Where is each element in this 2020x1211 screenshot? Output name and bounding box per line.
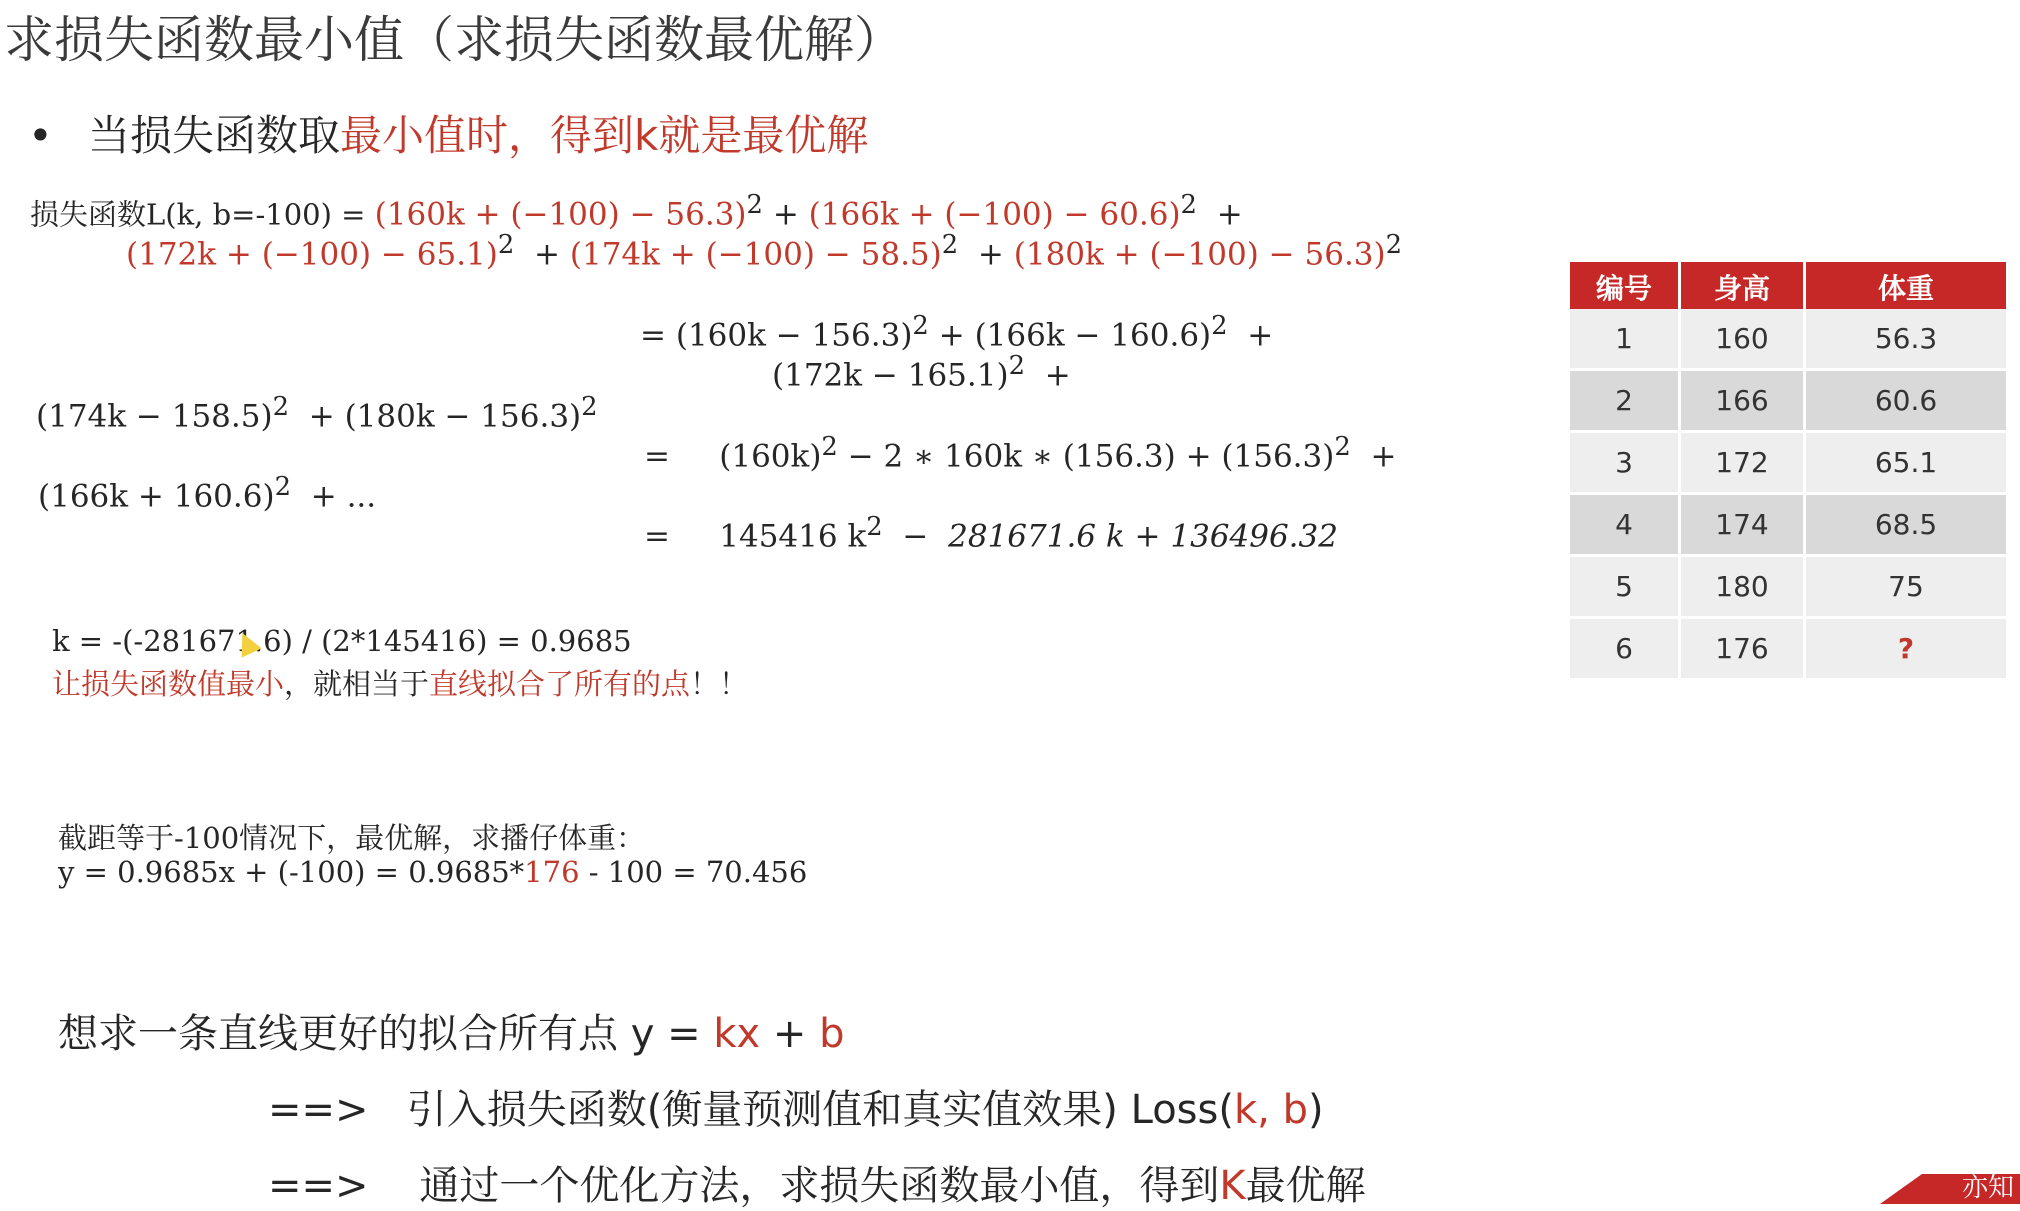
prediction-part-a: y = 0.9685x + (-100) = 0.9685* [58, 855, 525, 889]
cell-id: 4 [1570, 494, 1680, 556]
data-table [1570, 262, 2006, 681]
plus: + [1247, 317, 1274, 354]
step2-term-b: (166k − 160.6) [974, 317, 1212, 354]
cell-height: 172 [1680, 432, 1805, 494]
prediction-part-b: - 100 = 70.456 [579, 855, 808, 889]
cell-weight: 65.1 [1805, 432, 2007, 494]
sup: 2 [746, 190, 763, 220]
cell-weight-unknown: ? [1805, 618, 2007, 680]
summary-1-text: 想求一条直线更好的拟合所有点 y = [58, 1011, 714, 1057]
note-end: ！！ [690, 667, 749, 701]
header-id: 编号 [1570, 264, 1680, 310]
step2-line-1 [640, 311, 1273, 353]
equals: = [644, 518, 670, 555]
summary-2-text: 引入损失函数(衡量预测值和真实值效果) Loss( [406, 1087, 1234, 1133]
sup: 2 [1008, 351, 1026, 381]
step2-term-c: (172k − 165.1) [772, 357, 1009, 394]
bullet-dot: • [28, 111, 53, 160]
table-row [1570, 432, 2006, 494]
arrow-icon: ==> [268, 1163, 369, 1209]
summary-3-end: 最优解 [1245, 1163, 1366, 1209]
ellipsis: + ... [310, 478, 377, 515]
cell-height: 180 [1680, 556, 1805, 618]
summary-b: b [819, 1011, 845, 1057]
cell-id: 5 [1570, 556, 1680, 618]
note-red-2: 直线拟合了所有的点 [429, 667, 691, 701]
cell-weight: 60.6 [1805, 370, 2007, 432]
cell-height: 160 [1680, 309, 1805, 370]
summary-k: K [1219, 1163, 1246, 1209]
k-solution: k = -(-281671.6) / (2*145416) = 0.9685 [52, 624, 632, 658]
step2-term-e: (180k − 156.3) [344, 398, 582, 435]
cell-weight: 68.5 [1805, 494, 2007, 556]
sup: 2 [866, 512, 883, 542]
plus: + [534, 236, 561, 273]
bullet-text: 当损失函数取 [88, 111, 341, 160]
cell-id: 2 [1570, 370, 1680, 432]
loss-label: 损失函数L(k, b=-100) = [30, 197, 375, 232]
cell-height: 176 [1680, 618, 1805, 680]
prediction-heading: 截距等于-100情况下，最优解，求播仔体重： [58, 821, 646, 855]
cell-id: 6 [1570, 618, 1680, 680]
step4-minus: − [902, 518, 929, 555]
cell-id: 3 [1570, 432, 1680, 494]
summary-plus: + [760, 1011, 820, 1057]
step2-term-d: (174k − 158.5) [36, 398, 273, 435]
loss-term-1: (160k + (−100) − 56.3) [374, 196, 747, 233]
sup: 2 [497, 230, 515, 260]
summary-line-3 [268, 1154, 1366, 1211]
plus: + [772, 196, 799, 233]
prediction-equation [58, 855, 807, 889]
step3-term-a: (160k) [719, 438, 822, 475]
summary-3-text: 通过一个优化方法，求损失函数最小值，得到 [419, 1163, 1220, 1209]
cell-height: 174 [1680, 494, 1805, 556]
loss-line-1 [30, 190, 1243, 233]
summary-kx: kx [713, 1011, 761, 1057]
loss-line-2 [126, 230, 1402, 272]
table-header-row [1570, 264, 2006, 310]
step3-term-b: − 2 ∗ 160k ∗ (156.3) + (156.3) [847, 438, 1335, 475]
header-height: 身高 [1680, 264, 1805, 310]
solution-note [52, 662, 748, 703]
table-row [1570, 309, 2006, 370]
equals: = [644, 438, 670, 475]
step3-term-c: (166k + 160.6) [38, 478, 275, 515]
table-row [1570, 556, 2006, 618]
step3-line-1 [644, 432, 1396, 474]
summary-line-1 [58, 1002, 845, 1059]
table-row [1570, 370, 2006, 432]
corner-label: 亦知 [1961, 1173, 2014, 1203]
step3-line-2 [38, 472, 376, 514]
note-red-1: 让损失函数值最小 [52, 667, 285, 701]
cell-height: 166 [1680, 370, 1805, 432]
summary-line-2 [268, 1078, 1324, 1135]
sup: 2 [912, 311, 929, 341]
sup: 2 [941, 230, 959, 260]
step4-term-a: 145416 k [719, 518, 867, 555]
table-row [1570, 618, 2006, 680]
table-row [1570, 494, 2006, 556]
summary-2-close: ) [1307, 1087, 1324, 1133]
loss-term-5: (180k + (−100) − 56.3) [1013, 236, 1386, 273]
sup: 2 [821, 432, 838, 462]
sup: 2 [1211, 311, 1228, 341]
bullet-highlight: 最小值时，得到k就是最优解 [340, 111, 869, 160]
plus: + [1370, 438, 1397, 475]
header-weight: 体重 [1805, 264, 2007, 310]
bullet-point [28, 103, 868, 163]
prediction-height: 176 [524, 855, 580, 889]
sup: 2 [1385, 230, 1403, 260]
sup: 2 [274, 472, 292, 502]
page-title: 求损失函数最小值（求损失函数最优解） [4, 11, 904, 69]
summary-loss-params: k, b [1233, 1087, 1308, 1133]
step2-line-3 [36, 392, 598, 434]
step2-line-2 [772, 351, 1071, 393]
equals: = [640, 317, 666, 354]
plus: + [1044, 357, 1071, 394]
step4-term-c: 281671.6 k + 136496.32 [948, 518, 1338, 555]
sup: 2 [272, 392, 290, 422]
plus: + [1216, 196, 1243, 233]
loss-term-4: (174k + (−100) − 58.5) [569, 236, 942, 273]
plus: + [938, 317, 965, 354]
sup: 2 [1334, 432, 1351, 462]
sup: 2 [581, 392, 598, 422]
cell-id: 1 [1570, 309, 1680, 370]
note-mid: ，就相当于 [284, 667, 430, 701]
loss-term-3: (172k + (−100) − 65.1) [126, 236, 498, 273]
cell-weight: 56.3 [1805, 309, 2007, 370]
sup: 2 [1180, 190, 1197, 220]
cell-weight: 75 [1805, 556, 2007, 618]
step2-term-a: (160k − 156.3) [675, 317, 913, 354]
loss-term-2: (166k + (−100) − 60.6) [808, 196, 1181, 233]
plus: + [308, 398, 335, 435]
plus: + [977, 236, 1004, 273]
step4-line [644, 512, 1338, 554]
arrow-icon: ==> [268, 1087, 369, 1133]
